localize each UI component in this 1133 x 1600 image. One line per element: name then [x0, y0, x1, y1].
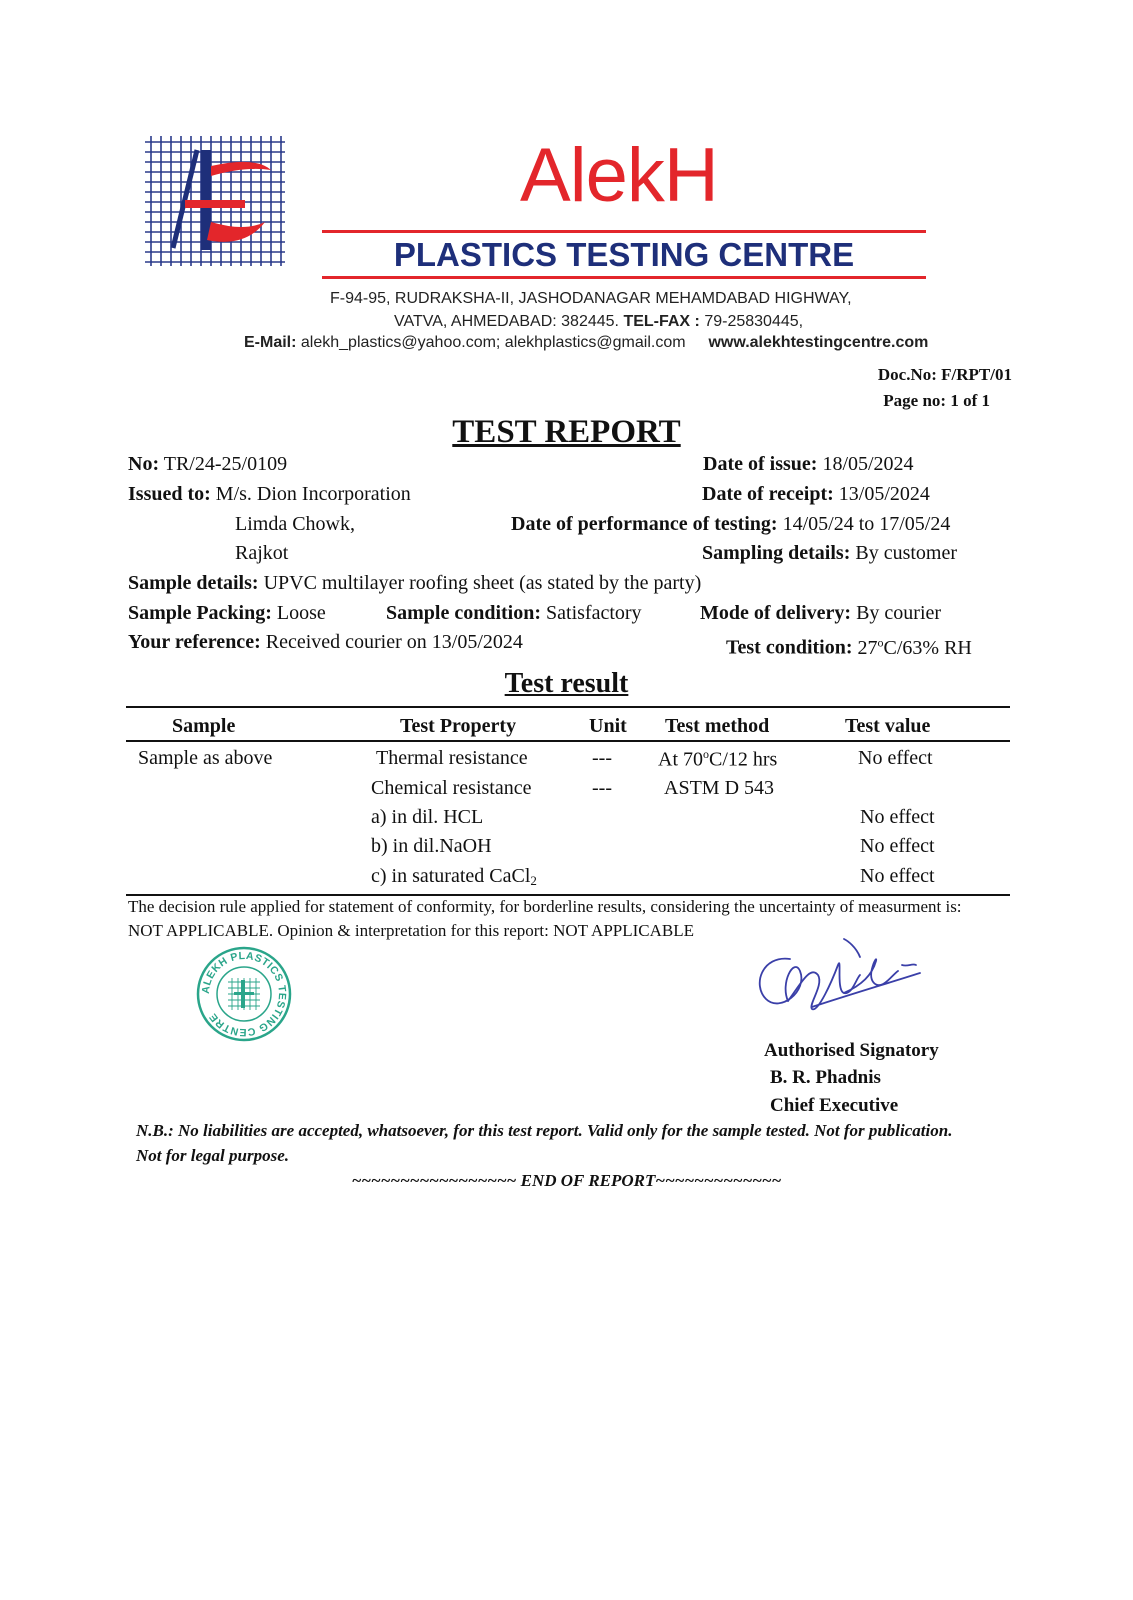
- signatory-title: Chief Executive: [770, 1095, 899, 1116]
- address-line-2: [394, 312, 803, 332]
- header-sample: Sample: [172, 715, 236, 737]
- address-line-1: F-94-95, RUDRAKSHA-II, JASHODANAGAR MEHAMDABAD HIGHWAY,: [330, 290, 852, 307]
- email-value: alekh_plastics@yahoo.com; alekhplastics@gmail.com: [300, 334, 686, 351]
- cell-property: Thermal resistance: [376, 747, 528, 769]
- header-test-property: Test Property: [400, 715, 517, 737]
- report-number: [128, 452, 287, 476]
- date-of-performance-label: Date of performance of testing:: [511, 513, 778, 535]
- company-stamp: [196, 946, 292, 1042]
- date-of-issue: [703, 452, 914, 476]
- mode-of-delivery: [700, 601, 941, 625]
- sampling-details-value: By customer: [855, 542, 958, 564]
- header-unit: Unit: [589, 715, 627, 737]
- issued-to-line-1: M/s. Dion Incorporation: [215, 483, 411, 505]
- cell-property: a) in dil. HCL: [371, 806, 484, 828]
- cell-property: b) in dil.NaOH: [371, 835, 492, 857]
- report-number-value: TR/24-25/0109: [163, 453, 288, 475]
- date-of-receipt-value: 13/05/2024: [838, 483, 930, 505]
- company-logo: [145, 136, 285, 266]
- cell-sample: Sample as above: [138, 747, 273, 769]
- doc-number: Doc.No: F/RPT/01: [877, 365, 1012, 384]
- your-reference-label: Your reference:: [128, 631, 261, 653]
- report-number-label: No:: [128, 453, 160, 475]
- issued-to-line-2: Limda Chowk,: [235, 513, 355, 535]
- cell-method: ASTM D 543: [664, 777, 775, 799]
- contact-line: [244, 333, 928, 353]
- date-of-performance-value: 14/05/24 to 17/05/24: [782, 513, 951, 535]
- mode-of-delivery-value: By courier: [856, 602, 942, 624]
- date-of-issue-value: 18/05/2024: [822, 453, 914, 475]
- mode-of-delivery-label: Mode of delivery:: [700, 602, 852, 624]
- test-condition: [726, 630, 972, 660]
- date-of-receipt-label: Date of receipt:: [702, 483, 834, 505]
- telfax-value: 79-25830445,: [704, 313, 804, 330]
- table-header-rule: [126, 740, 1010, 742]
- cell-property: c) in saturated CaCl$_2$: [371, 865, 537, 888]
- cell-value: No effect: [860, 835, 935, 857]
- sample-packing-value: Loose: [276, 602, 326, 624]
- sampling-details: [702, 541, 957, 565]
- telfax-label: TEL-FAX :: [623, 313, 700, 330]
- sample-packing: [128, 601, 326, 625]
- end-of-report: ~~~~~~~~~~~~~~~~~ END OF REPORT~~~~~~~~~~~~~: [351, 1171, 782, 1190]
- test-condition-value: 27$^o$C/63% RH: [857, 635, 972, 659]
- signature: [752, 935, 922, 1025]
- decision-rule-text: The decision rule applied for statement of conformity, for borderline results, considering the uncertainty of measurment is: NOT APPLICABLE. Opinion & interpretation for this report: NOT APPLICABLE: [128, 897, 962, 940]
- brand-name: AlekH: [520, 133, 718, 218]
- issued-to-label: Issued to:: [128, 483, 211, 505]
- date-of-performance: [511, 512, 950, 536]
- cell-value: No effect: [858, 747, 933, 769]
- liability-note: N.B.: No liabilities are accepted, whatsoever, for this test report. Valid only for the sample tested. Not for publication. Not for legal purpose.: [136, 1121, 953, 1165]
- sample-details-value: UPVC multilayer roofing sheet (as stated by the party): [263, 572, 702, 594]
- cell-value: No effect: [860, 806, 935, 828]
- cell-property: Chemical resistance: [371, 777, 532, 799]
- cell-unit: ---: [592, 777, 612, 799]
- brand-divider-top: [322, 230, 926, 233]
- table-top-rule: [126, 706, 1010, 708]
- sample-details: [128, 571, 701, 595]
- header-test-method: Test method: [665, 715, 770, 737]
- date-of-receipt: [702, 482, 930, 506]
- sample-condition: [386, 601, 642, 625]
- cell-unit: ---: [592, 747, 612, 769]
- sample-packing-label: Sample Packing:: [128, 602, 272, 624]
- cell-method: At 70$^o$C/12 hrs: [658, 747, 778, 771]
- issued-to-line-3: Rajkot: [235, 542, 289, 564]
- your-reference: [128, 630, 523, 654]
- test-condition-label: Test condition:: [726, 636, 853, 659]
- page-number: Page no: 1 of 1: [883, 391, 990, 410]
- brand-divider-bottom: [322, 276, 926, 279]
- test-result-title: Test result: [504, 668, 629, 699]
- website: www.alekhtestingcentre.com: [708, 334, 929, 351]
- sample-details-label: Sample details:: [128, 572, 259, 594]
- email-label: E-Mail:: [244, 334, 297, 351]
- svg-text:ALEKH PLASTICS TESTING CENTRE: ALEKH PLASTICS TESTING CENTRE: [199, 949, 289, 1039]
- header-test-value: Test value: [845, 715, 931, 737]
- brand-subtitle: PLASTICS TESTING CENTRE: [393, 236, 855, 273]
- issued-to: [128, 482, 411, 506]
- sample-condition-label: Sample condition:: [386, 602, 542, 624]
- signatory-role: Authorised Signatory: [764, 1040, 939, 1061]
- sampling-details-label: Sampling details:: [702, 542, 851, 564]
- cell-value: No effect: [860, 865, 935, 887]
- date-of-issue-label: Date of issue:: [703, 453, 818, 475]
- sample-condition-value: Satisfactory: [546, 602, 642, 624]
- your-reference-value: Received courier on 13/05/2024: [265, 631, 523, 653]
- report-title: TEST REPORT: [452, 414, 681, 450]
- address-city: VATVA, AHMEDABAD: 382445.: [394, 313, 619, 330]
- signatory-name: B. R. Phadnis: [770, 1067, 881, 1088]
